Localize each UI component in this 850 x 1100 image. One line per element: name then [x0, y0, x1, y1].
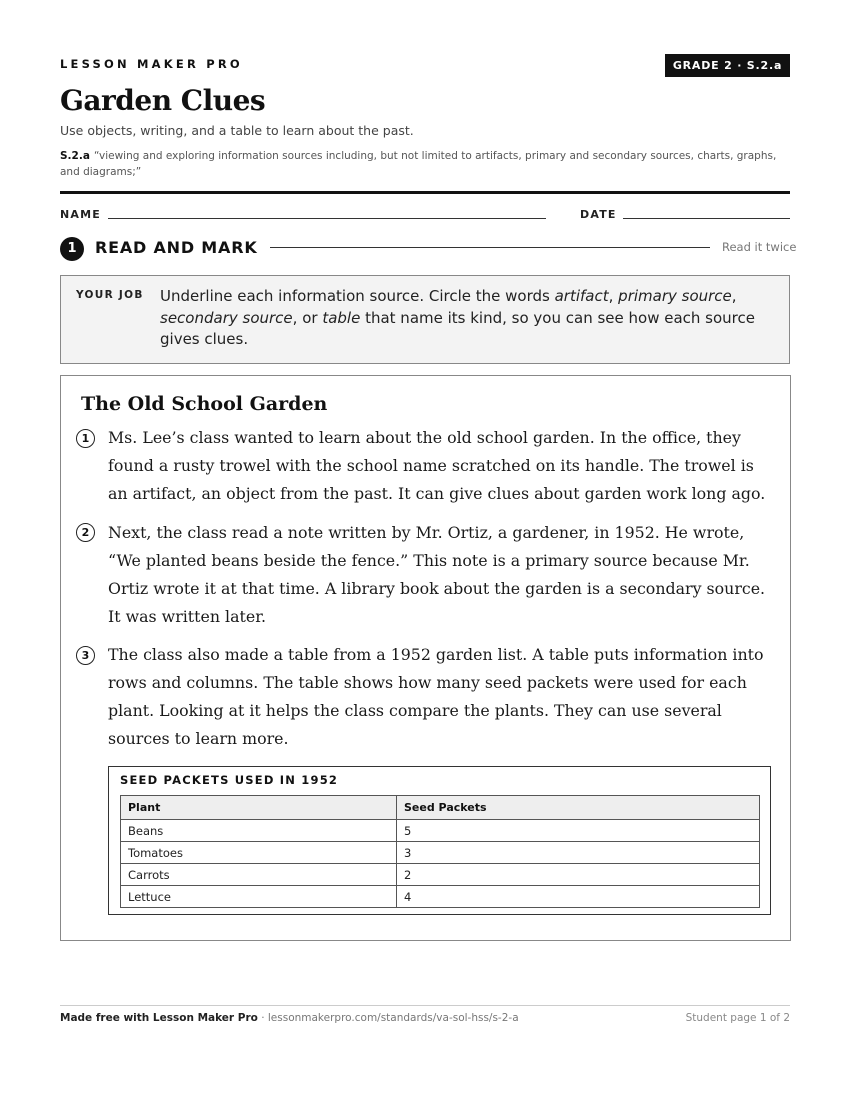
seed-table-title: SEED PACKETS USED IN 1952 [120, 773, 339, 787]
job-text-part: , or [292, 308, 323, 327]
footer-made-with: Made free with Lesson Maker Pro [60, 1012, 258, 1024]
column-header-seed-packets: Seed Packets [397, 796, 760, 820]
job-text-part: , [608, 287, 619, 305]
paragraph-2: Next, the class read a note written by Mr. Ortiz, a gardener, in 1952. He wrote, “We planted beans beside the fence.” This note is a primary source because Mr. Ortiz wrote it at that time. A library book about the garden is a secondary source. It was written later. [108, 523, 766, 626]
grade-badge: GRADE 2 · S.2.a [665, 54, 790, 77]
seed-packets-table [120, 795, 760, 908]
table-cell-packets: 5 [397, 820, 760, 842]
job-label: YOUR JOB [76, 289, 144, 301]
passage-box [60, 375, 791, 941]
table-cell-plant: Beans [121, 820, 397, 842]
job-term-primary-source: primary source [618, 287, 732, 305]
paragraph-1: Ms. Lee’s class wanted to learn about the old school garden. In the office, they found a rusty trowel with the school name scratched on its handle. The trowel is an artifact, an object from the past. It can give clues about garden work long ago. [108, 428, 766, 503]
footer-page-number: Student page 1 of 2 [685, 1012, 790, 1024]
footer-divider [60, 1005, 790, 1006]
passage-title: The Old School Garden [81, 393, 328, 415]
job-text-part: that name its kind, so you can see how each source gives clues. [160, 308, 755, 348]
job-text [160, 286, 770, 351]
name-field[interactable] [108, 218, 546, 219]
table-cell-plant: Tomatoes [121, 842, 397, 864]
table-row [121, 886, 760, 908]
job-text-part: , [731, 287, 737, 305]
table-cell-packets: 2 [397, 864, 760, 886]
page-subtitle: Use objects, writing, and a table to learn about the past. [60, 123, 414, 138]
name-label: NAME [60, 208, 101, 221]
footer-credit [60, 1012, 519, 1024]
job-term-artifact: artifact [554, 287, 609, 305]
table-cell-plant: Lettuce [121, 886, 397, 908]
table-cell-packets: 4 [397, 886, 760, 908]
seed-table-box [108, 766, 771, 915]
table-row [121, 820, 760, 842]
paragraph-number-1: 1 [76, 429, 95, 448]
date-field[interactable] [623, 218, 790, 219]
paragraph-number-3: 3 [76, 646, 95, 665]
table-header-row [121, 796, 760, 820]
job-term-table: table [322, 308, 361, 327]
page-title: Garden Clues [60, 84, 266, 117]
header-divider [60, 191, 790, 194]
job-instructions-box [60, 275, 790, 364]
job-text-part: Underline each information source. Circle the words [160, 287, 555, 305]
table-row [121, 842, 760, 864]
standard-description [60, 148, 790, 180]
brand-name: LESSON MAKER PRO [60, 57, 243, 71]
section-note: Read it twice [722, 240, 797, 254]
paragraph-3: The class also made a table from a 1952 garden list. A table puts information into rows and columns. The table shows how many seed packets were used for each plant. Looking at it helps the class compare the plants. They can use several sources to learn more. [108, 645, 764, 748]
standard-code: S.2.a [60, 150, 90, 162]
paragraph-number-2: 2 [76, 523, 95, 542]
section-title: READ AND MARK [95, 238, 258, 257]
footer-url[interactable]: lessonmakerpro.com/standards/va-sol-hss/s-2-a [267, 1012, 519, 1024]
standard-text: “viewing and exploring information sources including, but not limited to artifacts, primary and secondary sources, charts, graphs, and diagrams;” [60, 150, 777, 178]
footer-separator: · [257, 1012, 268, 1024]
table-cell-packets: 3 [397, 842, 760, 864]
section-divider [270, 247, 710, 248]
section-number-badge: 1 [60, 237, 84, 261]
job-term-secondary-source: secondary source [160, 308, 293, 327]
column-header-plant: Plant [121, 796, 397, 820]
table-cell-plant: Carrots [121, 864, 397, 886]
table-row [121, 864, 760, 886]
date-label: DATE [580, 208, 617, 221]
